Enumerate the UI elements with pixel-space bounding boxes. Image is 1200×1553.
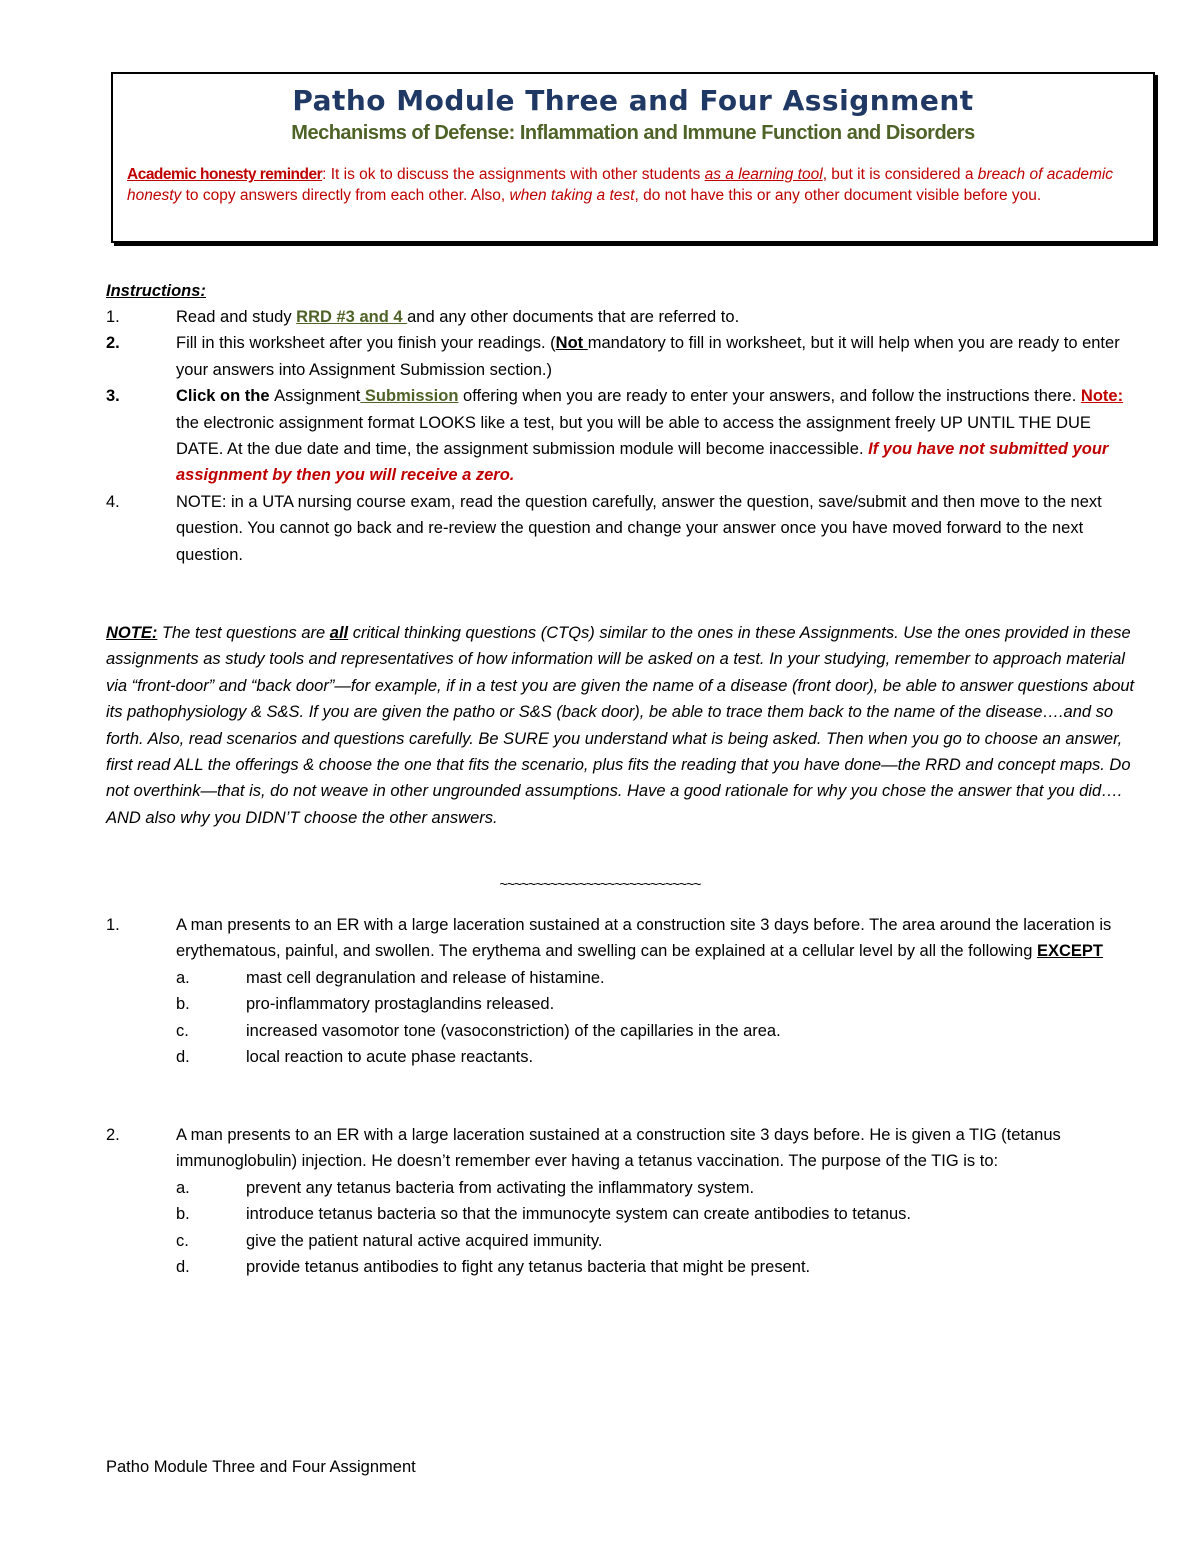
list-item <box>106 383 1136 489</box>
academic-honesty-reminder <box>127 164 1123 206</box>
question-text: A man presents to an ER with a large laceration sustained at a construction site 3 days before. The area around the laceration is erythematous, painful, and swollen. The erythema and swelling can be explained at a cellular level by all the following <box>176 916 1112 961</box>
note-text: critical thinking questions (CTQs) similar to the ones in these Assignments. Use the ones provided in these assignments as study tools and representatives of how information will be asked on a test. In your studying, remember to approach material via “front-door” and “back door”—for example, if in a test you are given the name of a disease (front door), be able to answer questions about its pathophysiology & S&S. If you are given the patho or S&S (back door), be able to trace them back to the name of the disease….and so forth. Also, read scenarios and questions carefully. Be SURE you understand what is being asked. Then when you go to choose an answer, first read ALL the offerings & choose the one that fits the scenario, plus fits the reading that you have done—the RRD and concept maps. Do not overthink—that is, do not weave in other ungrounded assumptions. Have a good rationale for why you chose the answer that you did…. AND also why you DIDN’T choose the other answers. <box>106 624 1135 827</box>
answer-option <box>106 965 1136 991</box>
note-paragraph <box>106 620 1136 831</box>
list-item <box>106 330 1136 383</box>
list-text: mandatory to fill in worksheet, but it will help when you are ready to enter your answers into Assignment Submission section.) <box>176 334 1120 379</box>
rrd-link[interactable]: RRD #3 and 4 <box>296 308 408 326</box>
list-number: 2. <box>106 334 120 353</box>
list-text: Read and study <box>176 308 297 326</box>
document-subtitle: Mechanisms of Defense: Inflammation and Immune Function and Disorders <box>291 122 975 144</box>
list-item <box>106 304 1136 330</box>
honesty-text: when taking a test <box>509 187 635 204</box>
divider: ~~~~~~~~~~~~~~~~~~~~~~~~~~~~ <box>499 876 701 892</box>
except-emphasis: EXCEPT <box>1036 942 1103 961</box>
option-text: mast cell degranulation and release of histamine. <box>246 968 605 987</box>
list-item <box>106 489 1136 568</box>
header-box <box>111 72 1155 243</box>
question-stem <box>106 1122 1136 1175</box>
option-letter: c. <box>176 1021 189 1040</box>
honesty-text: : It is ok to discuss the assignments with other students <box>322 166 705 183</box>
list-text: offering when you are ready to enter your answers, and follow the instructions there. <box>458 387 1081 406</box>
option-text: increased vasomotor tone (vasoconstriction) of the capillaries in the area. <box>246 1021 781 1040</box>
option-letter: d. <box>176 1258 190 1277</box>
list-text: Assignment <box>274 387 361 406</box>
option-text: provide tetanus antibodies to fight any tetanus bacteria that might be present. <box>246 1258 811 1277</box>
instructions-heading: Instructions: <box>106 282 206 300</box>
list-text: Fill in this worksheet after you finish your readings. ( <box>176 334 556 353</box>
list-number: 3. <box>106 387 120 406</box>
answer-option <box>106 1175 1136 1201</box>
option-text: prevent any tetanus bacteria from activating the inflammatory system. <box>246 1178 755 1197</box>
submission-link[interactable]: Submission <box>360 387 459 406</box>
honesty-text: as a learning tool <box>704 166 823 183</box>
option-letter: a. <box>176 1178 190 1197</box>
list-text: NOTE: in a UTA nursing course exam, read the question carefully, answer the question, save/submit and then move to the next question. You cannot go back and re-review the question and change your answer once you have moved forward to the next question. <box>176 492 1102 564</box>
question-1 <box>106 912 1136 1070</box>
note-text: all <box>329 624 349 642</box>
list-text: the electronic assignment format LOOKS like a test, but you will be able to access the assignment freely UP UNTIL THE DUE DATE. At the due date and time, the assignment submission module will become inaccessible. <box>176 413 1091 459</box>
answer-option <box>106 1228 1136 1254</box>
page-footer: Patho Module Three and Four Assignment <box>106 1458 416 1476</box>
list-text: and any other documents that are referred to. <box>407 308 740 326</box>
document-title: Patho Module Three and Four Assignment <box>292 84 974 117</box>
list-text: Not <box>555 334 588 353</box>
note-label: NOTE: <box>106 624 158 642</box>
note-label: Note: <box>1080 387 1124 406</box>
question-2 <box>106 1122 1136 1280</box>
question-text: A man presents to an ER with a large laceration sustained at a construction site 3 days before. He is given a TIG (tetanus immunoglobulin) injection. He doesn’t remember ever having a tetanus vaccination. The purpose of the TIG is to: <box>176 1126 1061 1171</box>
answer-option <box>106 1018 1136 1044</box>
honesty-text: , but it is considered a <box>822 166 978 183</box>
list-text: Click on the <box>176 387 275 406</box>
option-letter: b. <box>176 1205 190 1224</box>
option-text: give the patient natural active acquired immunity. <box>246 1231 603 1250</box>
instructions-list <box>106 304 1136 568</box>
option-text: pro-inflammatory prostaglandins released. <box>246 995 555 1014</box>
option-letter: c. <box>176 1231 189 1250</box>
zero-warning: If you have not submitted your assignment by then you will receive a zero. <box>176 440 1109 485</box>
answer-option <box>106 1254 1136 1280</box>
list-number: 1. <box>106 308 120 326</box>
option-letter: d. <box>176 1048 190 1067</box>
answer-option <box>106 991 1136 1017</box>
option-text: introduce tetanus bacteria so that the immunocyte system can create antibodies to tetanus. <box>246 1205 911 1224</box>
honesty-label: Academic honesty reminder <box>127 166 323 183</box>
answer-option <box>106 1201 1136 1227</box>
question-number: 2. <box>106 1126 120 1144</box>
honesty-text: breach of academic honesty <box>127 166 1114 204</box>
option-letter: b. <box>176 995 190 1014</box>
question-stem <box>106 912 1136 965</box>
honesty-text: to copy answers directly from each other. Also, <box>181 187 510 204</box>
answer-option <box>106 1044 1136 1070</box>
option-text: local reaction to acute phase reactants. <box>246 1048 534 1067</box>
list-number: 4. <box>106 492 120 511</box>
honesty-text: , do not have this or any other document visible before you. <box>634 187 1042 204</box>
question-number: 1. <box>106 916 120 934</box>
note-text: The test questions are <box>157 624 330 642</box>
option-letter: a. <box>176 968 190 987</box>
